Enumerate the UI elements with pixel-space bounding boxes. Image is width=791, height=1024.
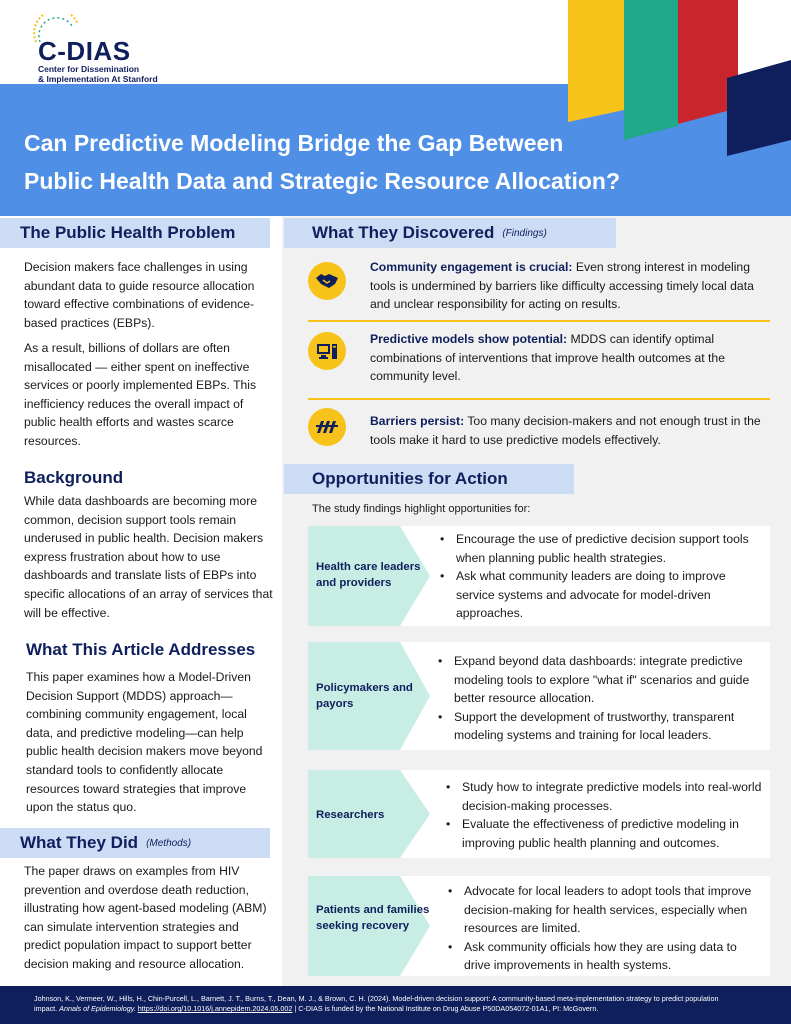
problem-paragraph-1: Decision makers face challenges in using abundant data to guide resource allocation toward effective combinations of evidence-based practices (EBPs). (24, 260, 255, 330)
list-item: • Encourage the use of predictive decision support tools when planning public health strategies. (438, 530, 764, 567)
problem-paragraph-2: As a result, billions of dollars are often misallocated — either spent on ineffective services or poorly implemented EBPs. This inefficiency reduces the overall impact of public health efforts and wastes scarce resources. (24, 341, 257, 448)
discovered-heading (284, 218, 616, 248)
finding-3-text (370, 412, 770, 449)
problem-heading-text: The Public Health Problem (20, 223, 236, 242)
list-item: • Study how to integrate predictive models into real-world decision-making processes. (444, 778, 764, 815)
list-item: • Ask what community leaders are doing to improve service systems and advocate for model-driven approaches. (438, 567, 764, 623)
opportunity-card-4 (308, 876, 770, 976)
list-item: • Support the development of trustworthy, transparent modeling systems and training for local leaders. (436, 708, 766, 745)
card-1-list (438, 530, 764, 623)
page-title-line2: Public Health Data and Strategic Resource Allocation? (24, 168, 621, 194)
finding-divider-1 (308, 320, 770, 322)
card-2-label: Policymakers and payors (316, 682, 413, 710)
finding-1-body: Even strong interest in modeling tools is undermined by barriers like difficulty accessing timely local data and unclear responsibility for acting on results. (370, 260, 754, 312)
opportunity-card-2 (308, 642, 770, 750)
card-4-label: Patients and families seeking recovery (316, 904, 430, 932)
list-item: • Expand beyond data dashboards: integrate predictive modeling tools to explore "what if" scenarios and guide better resource allocation. (436, 652, 766, 708)
opportunities-heading-text: Opportunities for Action (312, 469, 508, 488)
finding-2 (308, 330, 768, 386)
problem-heading (0, 218, 270, 248)
computer-icon (308, 332, 346, 370)
discovered-heading-sub: (Findings) (502, 227, 547, 239)
doi-link[interactable]: https://doi.org/10.1016/j.annepidem.2024.05.002 (137, 1004, 293, 1013)
finding-2-text (370, 330, 770, 386)
card-2-list (436, 652, 766, 745)
citation-footer (0, 986, 791, 1024)
finding-1-title: Community engagement is crucial: (370, 260, 573, 274)
footer-line2 (34, 1004, 791, 1014)
opportunities-heading (284, 464, 574, 494)
card-3-list (444, 778, 764, 852)
addresses-heading: What This Article Addresses (26, 640, 256, 659)
finding-1-text (370, 258, 770, 314)
opportunity-card-3 (308, 770, 770, 858)
did-heading (0, 828, 270, 858)
did-paragraph: The paper draws on examples from HIV prevention and overdose death reduction, illustrating how agent-based modeling (ABM) can simulate intervention strategies and predict population impact to support better decision making and resource allocation. (24, 864, 267, 971)
card-4-list (446, 882, 766, 975)
footer-line1: Johnson, K., Vermeer, W., Hills, H., Chin-Purcell, L., Barnett, J. T., Burns, T., Dean, M. J., & Brown, C. H. (2024). Model-driven decision support: A community-based meta-implementation strategy to predict population (34, 994, 719, 1003)
list-item: • Evaluate the effectiveness of predictive modeling in improving public health planning and outcomes. (444, 815, 764, 852)
handshake-icon (308, 262, 346, 300)
discovered-heading-text: What They Discovered (312, 223, 495, 242)
background-heading: Background (24, 468, 124, 487)
finding-1 (308, 258, 768, 314)
addresses-paragraph: This paper examines how a Model-Driven Decision Support (MDDS) approach—combining community engagement, local data, and predictive modeling—can help public health decision makers move beyond standard tools to confidently allocate resources toward strategies that improve upon the status quo. (26, 670, 263, 815)
footer-journal: Annals of Epidemiology. (59, 1004, 136, 1013)
background-paragraph: While data dashboards are becoming more common, decision support tools remain underused in public health. Decision makers express frustration about how to use dashboards and translate lists of EBPs into specific allocations of an array of services that will be effective. (24, 494, 273, 620)
opportunities-intro: The study findings highlight opportunities for: (312, 503, 531, 515)
finding-divider-2 (308, 398, 770, 400)
card-1-label: Health care leaders and providers (316, 561, 421, 589)
logo-subtitle-line1: Center for Dissemination (38, 64, 140, 74)
finding-3 (308, 412, 768, 452)
finding-3-title: Barriers persist: (370, 414, 465, 428)
footer-funding: | C-DIAS is funded by the National Institute on Drug Abuse P50DA054072-01A1, PI: McGovern. (292, 1004, 599, 1013)
finding-2-title: Predictive models show potential: (370, 332, 568, 346)
card-3-label: Researchers (316, 809, 385, 821)
list-item: • Ask community officials how they are using data to drive improvements in health systems. (446, 938, 766, 975)
finding-3-body: Too many decision-makers and not enough trust in the tools make it hard to use predictive models effectively. (370, 414, 761, 447)
opportunity-card-1 (308, 526, 770, 626)
did-heading-sub: (Methods) (146, 837, 192, 849)
list-item: • Advocate for local leaders to adopt tools that improve decision-making for health services, especially when resources are limited. (446, 882, 766, 938)
footer-impact: impact. (34, 1004, 58, 1013)
page-title (24, 124, 684, 200)
did-heading-text: What They Did (20, 833, 139, 852)
logo-title: C-DIAS (38, 36, 131, 66)
page-title-line1: Can Predictive Modeling Bridge the Gap Between (24, 130, 564, 156)
barrier-icon (308, 408, 346, 446)
logo-subtitle-line2: & Implementation At Stanford (38, 74, 158, 84)
finding-2-body: MDDS can identify optimal combinations of interventions that improve health outcomes at the community level. (370, 332, 725, 384)
